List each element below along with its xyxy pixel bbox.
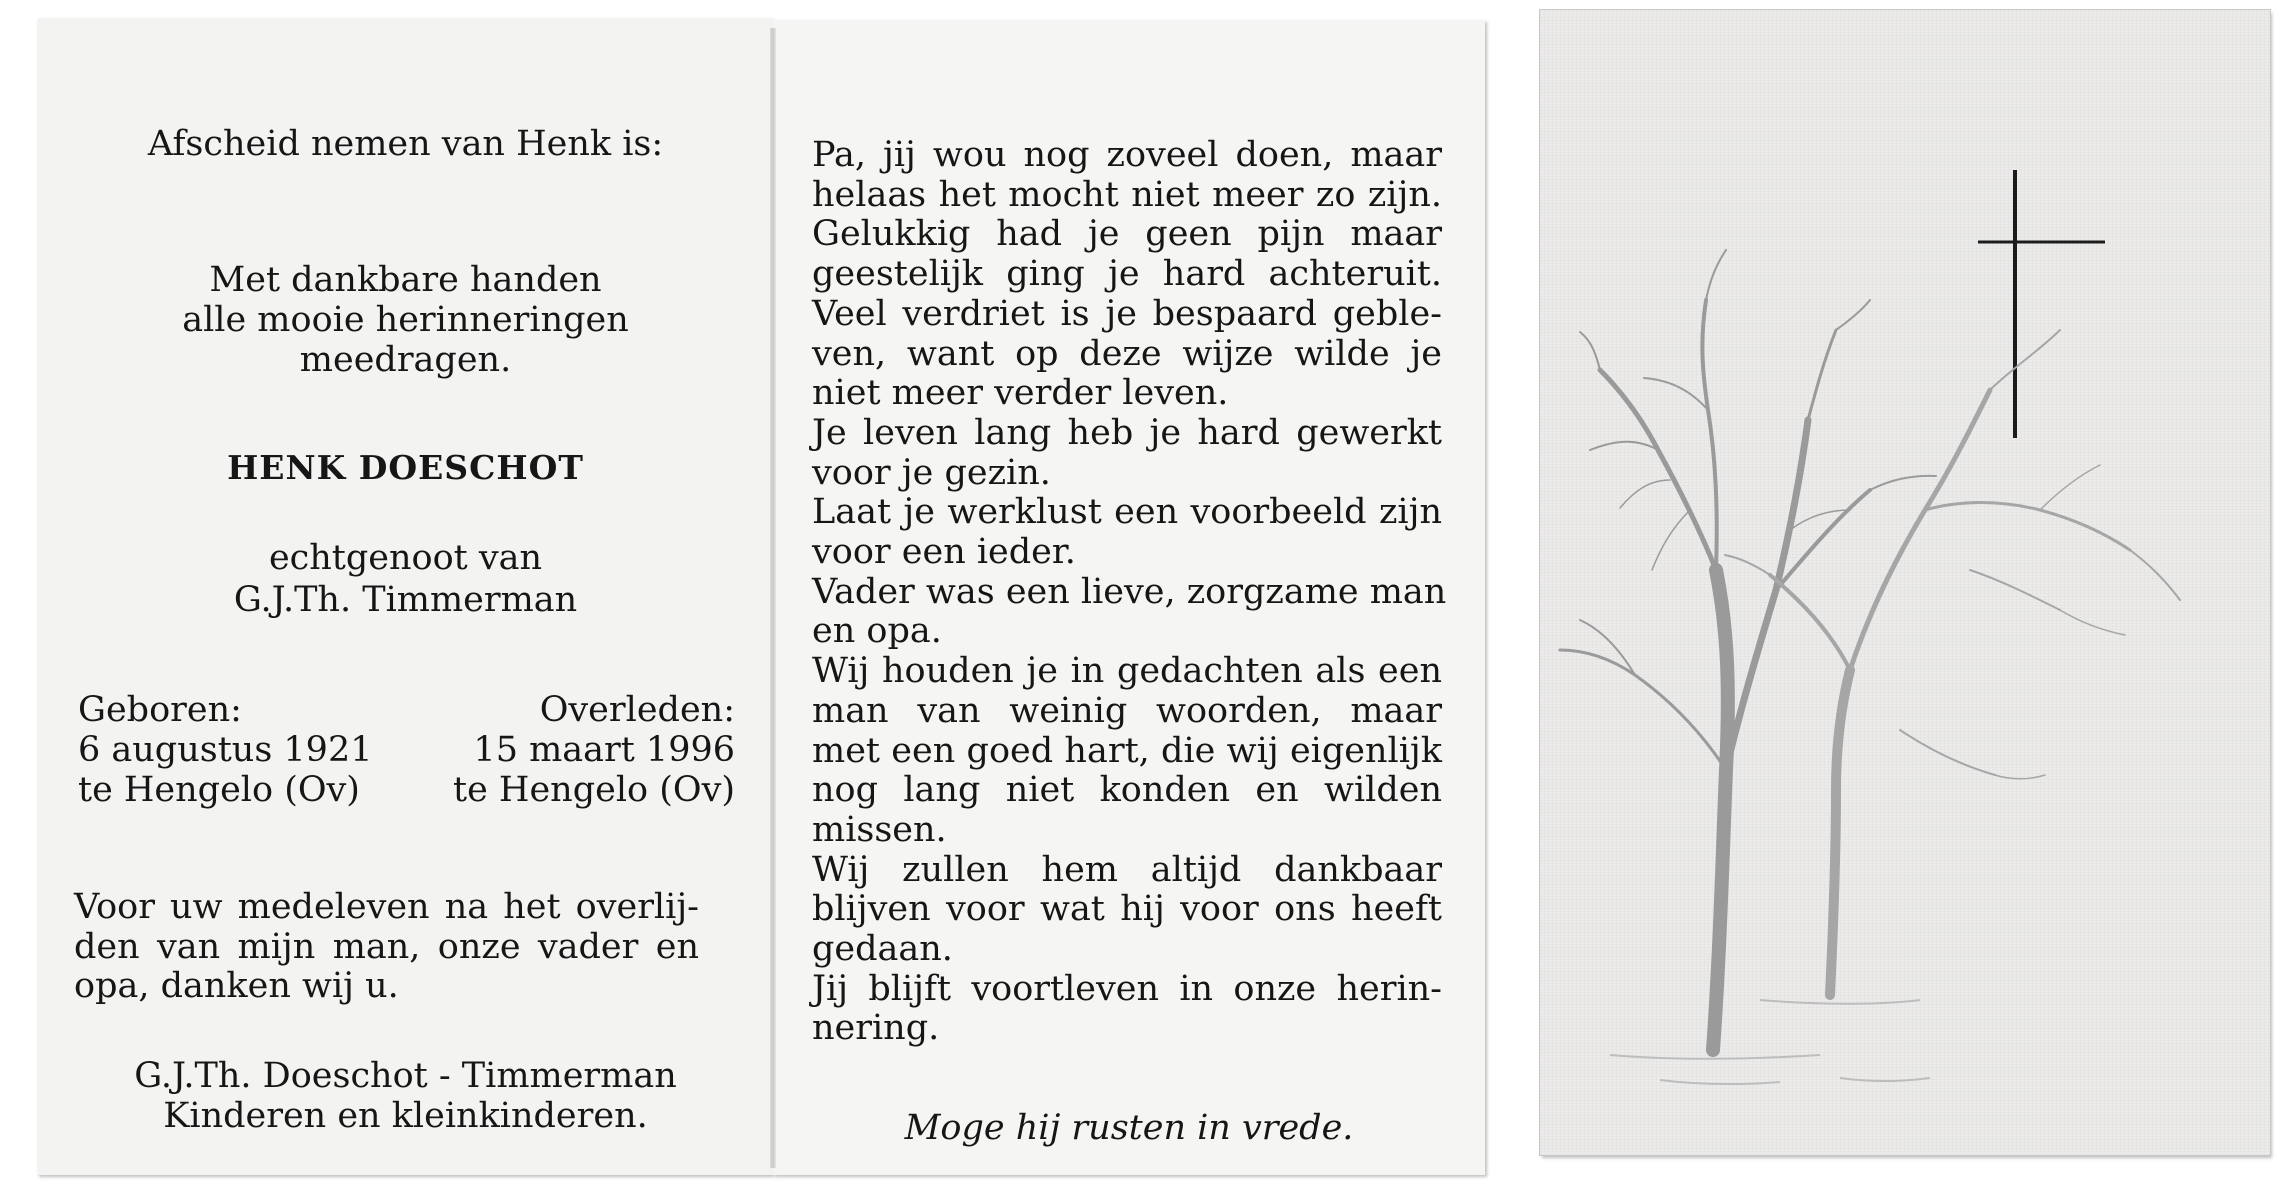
died-label: Overleden:	[539, 690, 735, 730]
poem-line: voor een ieder.	[812, 532, 1076, 573]
right-card-cover	[1540, 10, 2270, 1155]
thanks-line-3: opa, danken wij u.	[74, 966, 399, 1007]
poem-line: missen.	[812, 809, 947, 850]
middle-card-panel	[773, 20, 1485, 1175]
poem-line: helaas het mocht niet meer zo zijn.	[812, 174, 1442, 215]
poem-line: nog lang niet konden en wilden	[812, 770, 1442, 811]
ground-shading-icon	[1610, 1000, 1930, 1084]
poem-line: Laat je werklust een voorbeeld zijn	[812, 492, 1442, 533]
poem-line: Jij blijft voortleven in onze herin-	[812, 968, 1442, 1009]
poem-line: nering.	[812, 1008, 940, 1049]
tree-left-icon	[1560, 250, 1936, 1050]
signature-line-1: G.J.Th. Doeschot - Timmerman	[134, 1056, 677, 1096]
closing-blessing: Moge hij rusten in vrede.	[904, 1108, 1354, 1148]
poem-line: Wij houden je in gedachten als een	[812, 651, 1442, 692]
poem-line: niet meer verder leven.	[812, 373, 1229, 414]
intro-line-1: Met dankbare handen	[209, 260, 602, 300]
spouse-name: G.J.Th. Timmerman	[233, 580, 578, 620]
poem-line: Wij zullen hem altijd dankbaar	[812, 849, 1442, 890]
born-date: 6 augustus 1921	[78, 730, 373, 770]
born-place: te Hengelo (Ov)	[78, 770, 360, 810]
poem-text	[812, 135, 1447, 1049]
left-card-panel	[38, 18, 773, 1175]
thanks-paragraph	[74, 888, 699, 1007]
died-place: te Hengelo (Ov)	[453, 770, 735, 810]
poem-line: Veel verdriet is je bespaard geble-	[812, 293, 1442, 334]
poem-line: en opa.	[812, 611, 942, 652]
bare-trees-illustration	[1540, 10, 2270, 1155]
intro-line-3: meedragen.	[299, 340, 512, 380]
thanks-line-2: den van mijn man, onze vader en	[74, 926, 699, 967]
tree-right-icon	[1725, 330, 2180, 995]
farewell-heading: Afscheid nemen van Henk is:	[147, 124, 664, 164]
thanks-line-1: Voor uw medeleven na het overlij-	[74, 887, 699, 927]
poem-line: Vader was een lieve, zorgzame man	[812, 571, 1447, 612]
poem-line: man van weinig woorden, maar	[812, 690, 1442, 731]
deceased-name: HENK DOESCHOT	[227, 448, 584, 487]
born-label: Geboren:	[78, 690, 242, 730]
poem-line: Gelukkig had je geen pijn maar	[812, 214, 1442, 255]
card-fold-line	[770, 28, 776, 1168]
poem-line: Pa, jij wou nog zoveel doen, maar	[812, 135, 1442, 175]
poem-line: blijven voor wat hij voor ons heeft	[812, 889, 1442, 930]
poem-line: Je leven lang heb je hard gewerkt	[812, 412, 1442, 453]
cross-icon	[1978, 170, 2105, 438]
died-date: 15 maart 1996	[473, 730, 735, 770]
poem-line: voor je gezin.	[812, 452, 1051, 493]
poem-line: gedaan.	[812, 929, 953, 970]
intro-line-2: alle mooie herinneringen	[182, 300, 629, 340]
poem-line: ven, want op deze wijze wilde je	[812, 333, 1442, 374]
poem-line: geestelijk ging je hard achteruit.	[812, 254, 1442, 295]
spouse-label: echtgenoot van	[268, 538, 543, 578]
signature-line-2: Kinderen en kleinkinderen.	[163, 1096, 648, 1136]
poem-line: met een goed hart, die wij eigenlijk	[812, 730, 1442, 771]
